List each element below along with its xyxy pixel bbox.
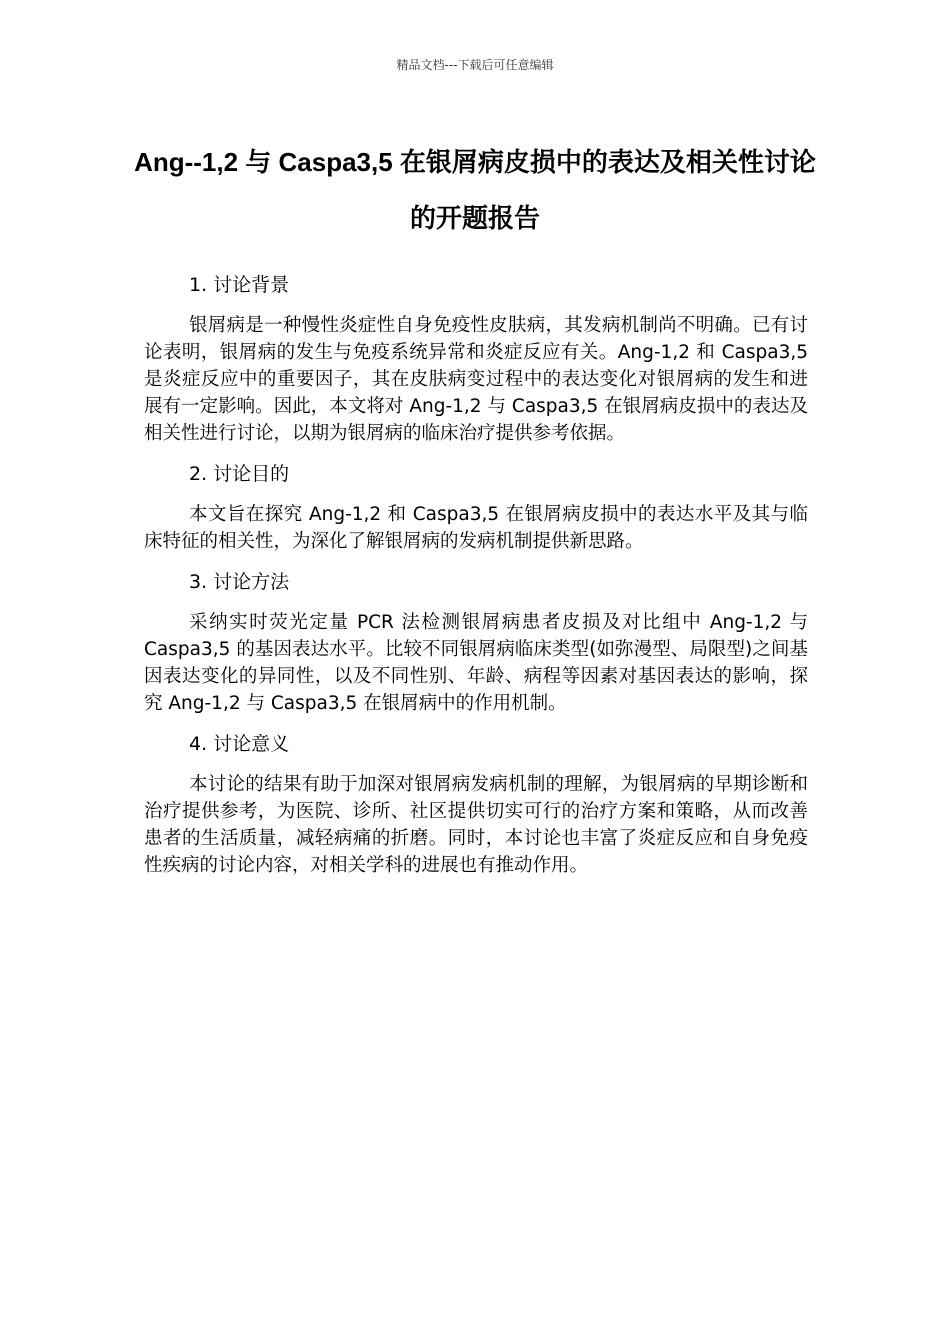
section-heading: 4. 讨论意义: [189, 733, 290, 755]
header-note: 精品文档---下载后可任意编辑: [396, 58, 554, 72]
section-significance: [144, 729, 808, 879]
section-paragraph: 银屑病是一种慢性炎症性自身免疫性皮肤病，其发病机制尚不明确。已有讨论表明，银屑病的发生与免疫系统异常和炎症反应有关。Ang-1,2 和 Caspa3,5 是炎症反应中的重要因子，其在皮肤病变过程中的表达变化对银屑病的发生和进展有一定影响。因此，本文将对 Ang-1,2 与 Caspa3,5 在银屑病皮损中的表达及相关性进行讨论，以期为银屑病的临床治疗提供参考依据。: [144, 315, 808, 444]
section-heading: 2. 讨论目的: [189, 463, 290, 485]
section-heading: 3. 讨论方法: [189, 571, 290, 593]
section-heading: 1. 讨论背景: [189, 274, 290, 296]
document-body: [144, 270, 808, 891]
section-purpose: [144, 459, 808, 555]
section-paragraph: 本讨论的结果有助于加深对银屑病发病机制的理解，为银屑病的早期诊断和治疗提供参考，为医院、诊所、社区提供切实可行的治疗方案和策略，从而改善患者的生活质量，减轻病痛的折磨。同时，本讨论也丰富了炎症反应和自身免疫性疾病的讨论内容，对相关学科的进展也有推动作用。: [144, 774, 808, 876]
section-method: [144, 567, 808, 717]
section-background: [144, 270, 808, 447]
document-title: Ang--1,2 与 Caspa3,5 在银屑病皮损中的表达及相关性讨论的开题报告: [134, 147, 816, 233]
section-paragraph: 采纳实时荧光定量 PCR 法检测银屑病患者皮损及对比组中 Ang-1,2 与 Caspa3,5 的基因表达水平。比较不同银屑病临床类型(如弥漫型、局限型)之间基因表达变化的异同性，以及不同性别、年龄、病程等因素对基因表达的影响，探究 Ang-1,2 与 Caspa3,5 在银屑病中的作用机制。: [144, 612, 808, 714]
section-paragraph: 本文旨在探究 Ang-1,2 和 Caspa3,5 在银屑病皮损中的表达水平及其与临床特征的相关性，为深化了解银屑病的发病机制提供新思路。: [144, 504, 808, 552]
